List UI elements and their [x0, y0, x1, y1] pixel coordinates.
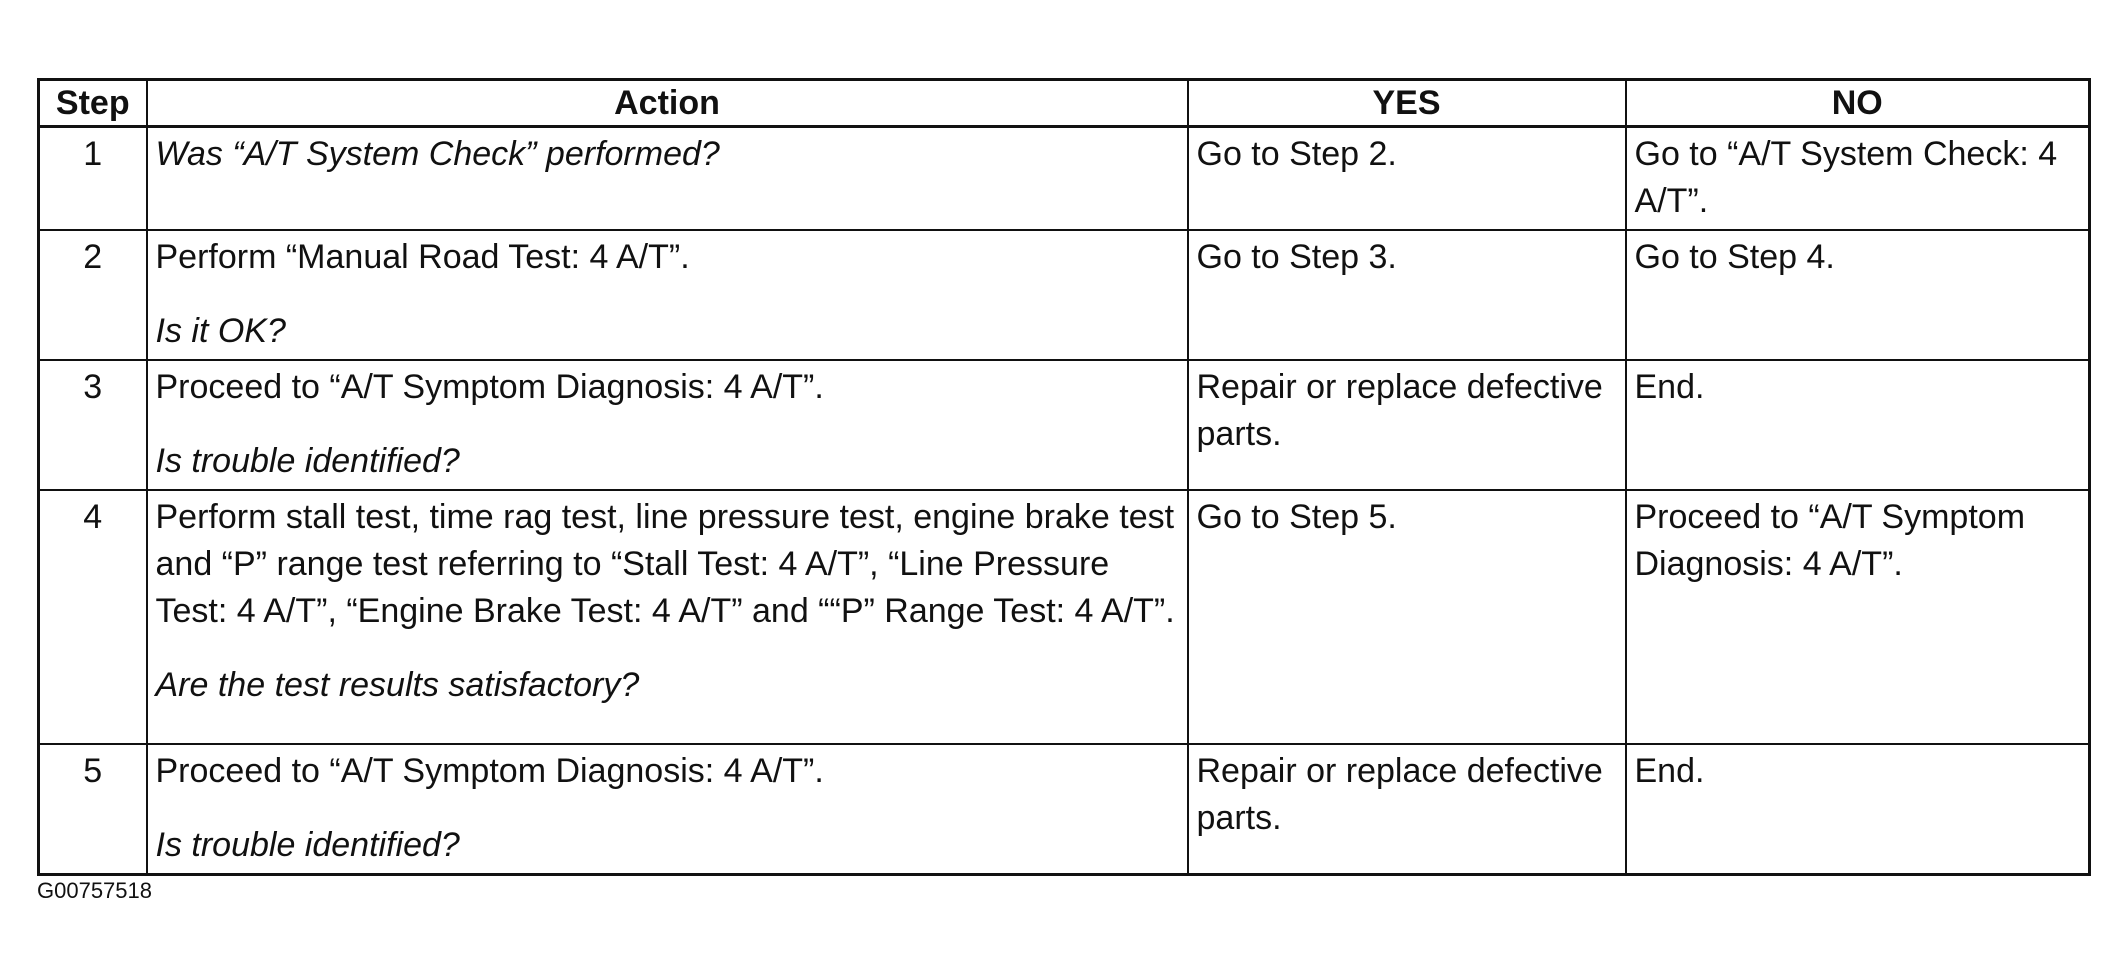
figure-id-label: G00757518: [37, 878, 152, 903]
action-question: Was “A/T System Check” performed?: [155, 135, 720, 173]
no-cell: End.: [1626, 744, 2090, 875]
action-question: Are the test results satisfactory?: [155, 666, 640, 704]
action-text: Proceed to “A/T Symptom Diagnosis: 4 A/T”.: [155, 368, 824, 406]
action-cell: [147, 744, 1188, 875]
action-text: Perform stall test, time rag test, line pressure test, engine brake test and “P” range test referring to “Stall Test: 4 A/T”, “Line Pressure Test: 4 A/T”, “Engine Brake Test: 4 A/T” and ““P” Range Test: 4 A/T”.: [155, 498, 1175, 630]
action-cell: [147, 127, 1188, 231]
no-cell: Go to “A/T System Check: 4 A/T”.: [1626, 127, 2090, 231]
header-action: Action: [147, 80, 1188, 127]
table-row: [39, 490, 2090, 744]
step-number: 4: [39, 490, 147, 744]
table-row: [39, 744, 2090, 875]
step-number: 3: [39, 360, 147, 490]
step-number: 1: [39, 127, 147, 231]
table-row: [39, 360, 2090, 490]
yes-cell: Repair or replace defective parts.: [1188, 360, 1626, 490]
table-row: [39, 127, 2090, 231]
yes-cell: Go to Step 5.: [1188, 490, 1626, 744]
yes-cell: Repair or replace defective parts.: [1188, 744, 1626, 875]
table-header-row: [39, 80, 2090, 127]
action-question: Is trouble identified?: [155, 826, 460, 864]
header-yes: YES: [1188, 80, 1626, 127]
table-row: [39, 230, 2090, 360]
action-text: Perform “Manual Road Test: 4 A/T”.: [155, 238, 690, 276]
action-question: Is trouble identified?: [155, 442, 460, 480]
step-number: 5: [39, 744, 147, 875]
action-question: Is it OK?: [155, 312, 286, 350]
no-cell: Go to Step 4.: [1626, 230, 2090, 360]
action-cell: [147, 490, 1188, 744]
no-cell: Proceed to “A/T Symptom Diagnosis: 4 A/T”.: [1626, 490, 2090, 744]
header-step: Step: [39, 80, 147, 127]
header-no: NO: [1626, 80, 2090, 127]
diagnostic-table: [37, 78, 2091, 876]
no-cell: End.: [1626, 360, 2090, 490]
yes-cell: Go to Step 2.: [1188, 127, 1626, 231]
step-number: 2: [39, 230, 147, 360]
action-text: Proceed to “A/T Symptom Diagnosis: 4 A/T”.: [155, 752, 824, 790]
action-cell: [147, 360, 1188, 490]
yes-cell: Go to Step 3.: [1188, 230, 1626, 360]
action-cell: [147, 230, 1188, 360]
